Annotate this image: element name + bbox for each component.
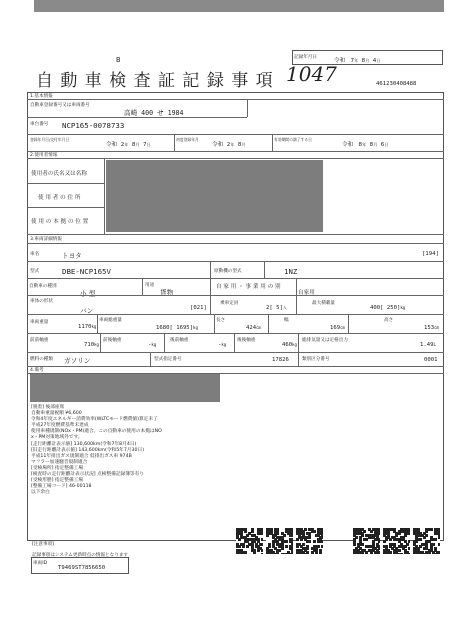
qr-code-3 xyxy=(296,528,323,554)
reg-number-value: 高崎 400 せ 1984 xyxy=(124,109,184,117)
front-rear-axle-value: -kg xyxy=(148,342,157,348)
first-year-label: 初度登録年月 xyxy=(176,137,199,142)
vehicle-id-label: 車両ID xyxy=(33,561,48,566)
remarks-list xyxy=(31,405,162,496)
user-base-label: 使 用 の 本 拠 の 位 置 xyxy=(31,219,89,225)
remark-line: [受検場所] 指定整備工場 xyxy=(31,465,84,471)
rear-front-axle-label: 後前軸重 xyxy=(170,338,189,343)
qr-code-2 xyxy=(266,528,293,554)
expiry-label: 有効期間の満了する日 xyxy=(274,137,312,142)
remark-line: 令和4年度エネルギー消費効率(WLTCモード燃費値)算定未了 xyxy=(31,417,158,423)
width-label: 幅 xyxy=(284,318,289,323)
user-address-label: 使 用 者 の 住 所 xyxy=(38,195,81,201)
maker-code: [194] xyxy=(422,251,439,257)
gross-value: 1680[ 1695]kg xyxy=(156,325,198,331)
notice-label: [注意事項] xyxy=(32,542,54,547)
remark-line: [受検形態] 指定整備工場 xyxy=(31,478,84,484)
chassis-label: 車台番号 xyxy=(30,122,49,127)
remark-line: [脱着] 後部座席 xyxy=(31,405,65,410)
category-number-value: 0001 xyxy=(424,357,438,363)
remark-line: [検査時の走行距離計表示状況] 点検整備記録簿等有り xyxy=(31,472,144,478)
remark-line: 自動車重量税額 ¥6,600 xyxy=(31,411,82,417)
maker-label: 車名 xyxy=(30,252,40,257)
redacted-user-info xyxy=(106,160,323,232)
section-user-heading: 2.使用者情報 xyxy=(30,153,58,158)
remark-line: [走行距離計表示値] 130,600km(令和7年8月4日) xyxy=(31,441,137,447)
type-number-label: 型式指定番号 xyxy=(154,357,182,362)
form-mark: B xyxy=(116,56,121,64)
vehicle-type-label: 自動車の種別 xyxy=(29,284,57,289)
notice-text: 記録事項はシステム更新時点の情報となります xyxy=(32,553,129,558)
remark-line: [旧走行距離計表示値] 143,600km(令和5年7月30日) xyxy=(31,447,145,453)
remark-line: 使用車種規制(NOx・PM)適合。この自動車の使用の本拠はNO xyxy=(31,429,162,435)
first-reg-label: 登録年月日/交付年月日 xyxy=(30,137,70,142)
length-label: 長さ xyxy=(216,318,226,323)
user-name-label: 使用者の氏名又は名称 xyxy=(31,171,87,177)
document-title: 自 動 車 検 査 証 記 録 事 項 xyxy=(36,71,274,91)
qr-code-5 xyxy=(383,528,410,554)
remark-line: 平成27年度燃費基準未達成 xyxy=(31,423,89,429)
category-number-label: 類別区分番号 xyxy=(302,357,330,362)
rear-front-axle-value: -kg xyxy=(218,342,227,348)
section-basic-heading: 1.基本情報 xyxy=(30,94,53,99)
vehicle-id-value: T9469ST7856650 xyxy=(58,565,106,571)
width-value: 169cm xyxy=(330,325,345,331)
displacement-value: 1.49L xyxy=(420,342,436,348)
top-scan-bar xyxy=(34,0,444,12)
section-remarks-heading: 4.備考 xyxy=(30,368,44,373)
reg-number-label: 自動車登録番号又は車両番号 xyxy=(30,103,90,108)
height-value: 153cm xyxy=(424,325,439,331)
private-label: 自 家 用 ・ 事 業 用 の 別 xyxy=(216,284,281,290)
weight-label: 車両重量 xyxy=(30,320,49,325)
type-number-value: 17826 xyxy=(272,357,289,363)
shape-label: 車体の形状 xyxy=(30,299,53,304)
engine-label: 原動機の型式 xyxy=(214,269,242,274)
record-date-value: 令和 7年 8月 4日 xyxy=(334,58,381,64)
vehicle-type-value: 小 型 xyxy=(80,290,96,298)
front-front-axle-value: 710kg xyxy=(84,342,99,348)
weight-value: 1170kg xyxy=(78,324,97,330)
redacted-remarks xyxy=(30,374,220,402)
serial-number: 461230408488 xyxy=(376,81,417,87)
qr-code-4 xyxy=(353,528,380,554)
capacity-label: 乗車定員 xyxy=(220,301,239,306)
remark-line: 以下余白 xyxy=(31,490,50,496)
gross-label: 車両総重量 xyxy=(99,318,122,323)
rear-rear-axle-label: 後後軸重 xyxy=(237,338,256,343)
remark-line: [整備工場コード] 46-00118 xyxy=(31,484,92,490)
shape-value: バン xyxy=(80,307,94,315)
shape-code: [021] xyxy=(190,305,207,311)
front-front-axle-label: 前前軸重 xyxy=(30,338,49,343)
remark-line: x・PM対策地域外です。 xyxy=(31,435,83,441)
qr-code-1 xyxy=(236,528,263,554)
maker-value: トヨタ xyxy=(62,252,82,260)
first-reg-value: 令和 2年 8月 7日 xyxy=(106,142,151,148)
length-value: 424cm xyxy=(246,325,261,331)
chassis-value: NCP165-0078733 xyxy=(62,121,125,130)
rear-rear-axle-value: 460kg xyxy=(282,342,297,348)
fuel-value: ガソリン xyxy=(64,357,91,365)
maxload-value: 400[ 250]kg xyxy=(370,305,406,311)
record-date-label: 記録年月日 xyxy=(294,55,317,60)
fuel-label: 燃料の種類 xyxy=(30,357,53,362)
maxload-label: 最大積載量 xyxy=(312,301,335,306)
model-label: 型式 xyxy=(30,269,40,274)
remark-line: マフラー加速騒音規制適合 xyxy=(31,459,88,465)
displacement-label: 総排気量又は定格出力 xyxy=(302,338,348,343)
height-label: 高さ xyxy=(384,318,394,323)
model-value: DBE-NCP165V xyxy=(62,267,111,276)
private-value: 自家用 xyxy=(298,290,315,296)
notice-box xyxy=(31,541,186,551)
expiry-value: 令和 8年 8月 6日 xyxy=(342,142,389,148)
use-value: 貨物 xyxy=(160,289,174,297)
section-vehicle-heading: 3.車両詳細情報 xyxy=(30,237,62,242)
use-label: 用途 xyxy=(145,283,155,288)
remark-line: 平成11年排出ガス規制適合 低排出ガス車 974B xyxy=(31,453,132,459)
front-rear-axle-label: 前後軸重 xyxy=(103,338,122,343)
first-year-value: 令和 2年 8月 xyxy=(212,142,246,148)
capacity-value: 2[ 5]人 xyxy=(266,305,287,311)
qr-code-6 xyxy=(413,528,440,554)
engine-value: 1NZ xyxy=(284,267,298,276)
handwritten-number: 1047 xyxy=(286,62,337,86)
